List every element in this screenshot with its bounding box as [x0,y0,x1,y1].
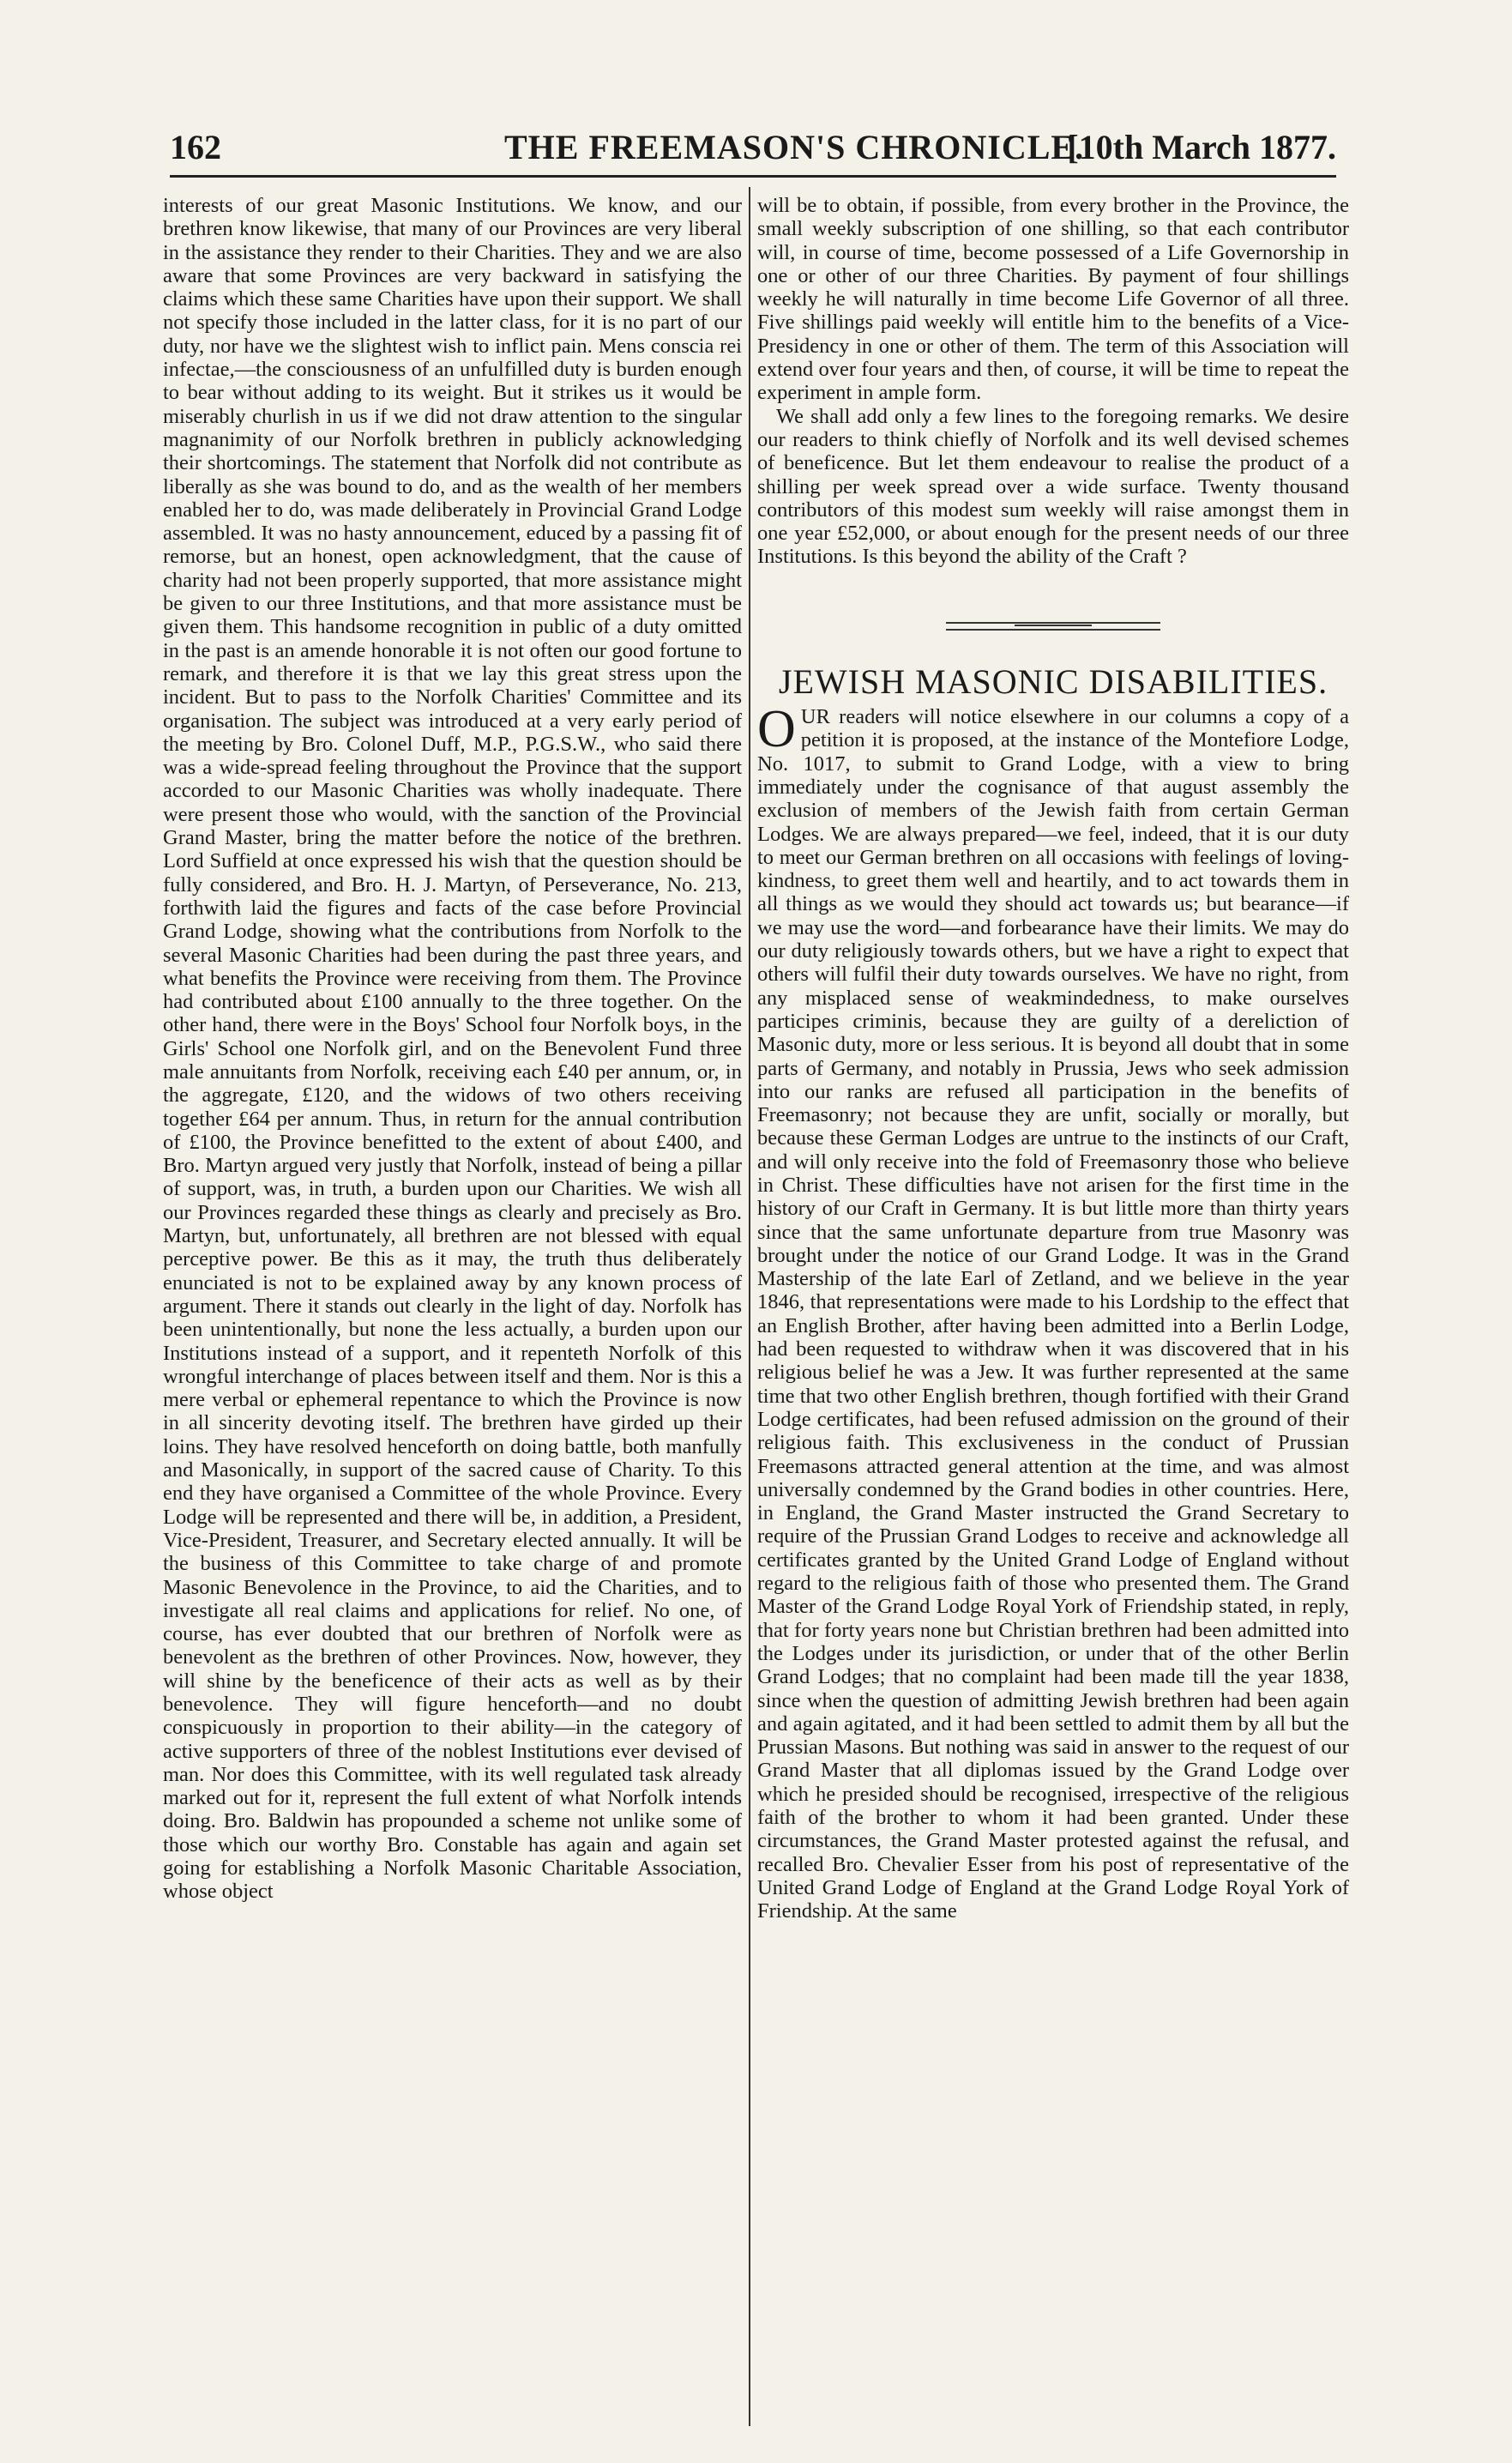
article-paragraph [757,700,1349,1923]
drop-cap: O [757,700,796,759]
right-column-paragraph: We shall add only a few lines to the foregoing remarks. We desire our readers to think chiefly of Norfolk and its well devised schemes of beneficence. But let them endeavour to realise the product of a shilling per week spread over a wide surface. Twenty thousand contributors of this modest sum weekly will raise amongst them in one year £52,000, or about enough for the present needs of our three Institutions. Is this beyond the ability of the Craft ? [757,404,1349,569]
left-column-paragraph: interests of our great Masonic Institutions. We know, and our brethren know likewise, that many of our Provinces are very liberal in the assistance they render to their Charities. They and we are also aware that some Provinces are very backward in satisfying the claims which these same Charities have upon their support. We shall not specify those included in the latter class, for it is no part of our duty, nor have we the slightest wish to inflict pain. Mens conscia rei infectae,—the consciousness of an unfulfilled duty is burden enough to bear without adding to its weight. But it strikes us it would be miserably churlish in us if we did not draw attention to the singular magnanimity of our Norfolk brethren in publicly acknowledging their shortcomings. The statement that Norfolk did not contribute as liberally as she was bound to do, and as the wealth of her members enabled her to do, was made deliberately in Provincial Grand Lodge assembled. It was no hasty announcement, educed by a passing fit of remorse, but an honest, open acknowledgment, that the cause of charity had not been properly supported, that more assistance might be given to our three Institutions, and that more assistance must be given them. This handsome recognition in public of a duty omitted in the past is an amende honorable it is not often our good fortune to remark, and therefore it is that we lay this great stress upon the incident. But to pass to the Norfolk Charities' Committee and its organisation. The subject was introduced at a very early period of the meeting by Bro. Colonel Duff, M.P., P.G.S.W., who said there was a wide-spread feeling throughout the Province that the support accorded to our Masonic Charities was wholly inadequate. There were present those who would, with the sanction of the Provincial Grand Master, bring the matter before the notice of the brethren. Lord Suffield at once expressed his wish that the question should be fully considered, and Bro. H. J. Martyn, of Perseverance, No. 213, forthwith laid the figures and facts of the case before Provincial Grand Lodge, showing what the contributions from Norfolk to the several Masonic Charities had been during the past three years, and what benefits the Province were receiving from them. The Province had contributed about £100 annually to the three together. On the other hand, there were in the Boys' School four Norfolk boys, in the Girls' School one Norfolk girl, and on the Benevolent Fund three male annuitants from Norfolk, receiving each £40 per annum, or, in the aggregate, £120, and the widows of two others receiving together £64 per annum. Thus, in return for the annual contribution of £100, the Province benefitted to the extent of about £400, and Bro. Martyn argued very justly that Norfolk, instead of being a pillar of support, was, in truth, a burden upon our Charities. We wish all our Provinces regarded these things as clearly and precisely as Bro. Martyn, but, unfortunately, all brethren are not blessed with equal perceptive power. Be this as it may, the truth thus deliberately enunciated is not to be explained away by any known process of argument. There it stands out clearly in the light of day. Norfolk has been unintentionally, but none the less actually, a burden upon our Institutions instead of a support, and it repenteth Norfolk of this wrongful interchange of places between itself and them. Nor is this a mere verbal or ephemeral repentance to which the Province is now in all sincerity devoting itself. The brethren have girded up their loins. They have resolved henceforth on doing battle, both manfully and Masonically, in support of the sacred cause of Charity. To this end they have organised a Committee of the whole Province. Every Lodge will be represented and there will be, in addition, a President, Vice-President, Treasurer, and Secretary elected annually. It will be the business of this Committee to take charge of and promote Masonic Benevolence in the Province, to aid the Charities, and to investigate all real claims and applications for relief. No one, of course, has ever doubted that our brethren of Norfolk were as benevolent as the brethren of other Provinces. Now, however, they will shine by the beneficence of their acts as well as by their benevolence. They will figure henceforth—and no doubt conspicuously in proportion to their ability—in the category of active supporters of three of the noblest Institutions ever devised of man. Nor does this Committee, with its well regulated task already marked out for it, represent the full extent of what Norfolk intends doing. Bro. Baldwin has propounded a scheme not unlike some of those which our worthy Bro. Constable has again and again set going for establishing a Norfolk Masonic Charitable Association, whose object [163,194,742,1904]
right-column [757,194,1349,1923]
publication-title: THE FREEMASON'S CHRONICLE. [504,128,1085,166]
page-number: 162 [170,128,221,166]
article-body-text: UR readers will notice elsewhere in our columns a copy of a petition it is proposed, at the instance of the Montefiore Lodge, No. 1017, to submit to Grand Lodge, with a view to bring immediately under the cognisance of that august assembly the exclusion of members of the Jewish faith from certain German Lodges. We are always prepared—we feel, indeed, that it is our duty to meet our German brethren on all occasions with feelings of loving-kindness, to greet them well and heartily, and to act towards them in all things as we would they should act towards us; but bearance—if we may use the word—and forbearance have their limits. We may do our duty religiously towards others, but we have a right to expect that others will fulfil their duty towards ourselves. We have no right, from any misplaced sense of weakmindedness, to make ourselves participes criminis, because they are guilty of a dereliction of Masonic duty, more or less serious. It is beyond all doubt that in some parts of Germany, and notably in Prussia, Jews who seek admission into our ranks are refused all participation in the benefits of Freemasonry; not because they are unfit, socially or morally, but because these German Lodges are untrue to the instincts of our Craft, and will only receive into the fold of Freemasonry those who believe in Christ. These difficulties have not arisen for the first time in the history of our Craft in Germany. It is but little more than thirty years since that the same unfortunate departure from true Masonry was brought under the notice of our Grand Lodge. It was in the Grand Mastership of the late Earl of Zetland, and we believe in the year 1846, that representations were made to his Lordship to the effect that an English Brother, after having been admitted into a Berlin Lodge, had been requested to withdraw when it was discovered that in his religious belief he was a Jew. It was further represented at the same time that two other English brethren, though fortified with their Grand Lodge certificates, had been refused admission on the ground of their religious faith. This exclusiveness in the conduct of Prussian Freemasons attracted general attention at the time, and was almost universally condemned by the Grand bodies in other countries. Here, in England, the Grand Master instructed the Grand Secretary to require of the Prussian Grand Lodges to receive and acknowledge all certificates granted by the United Grand Lodge of England without regard to the religious faith of those who presented them. The Grand Master of the Grand Lodge Royal York of Friendship stated, in reply, that for forty years none but Christian brethren had been admitted into the Lodges under its jurisdiction, or under that of the other Berlin Grand Lodges; that no complaint had been made till the year 1838, since when the question of admitting Jewish brethren had been again and again agitated, and it had been settled to admit them by all but the Prussian Masons. But nothing was said in answer to the request of our Grand Master that all diplomas issued by the Grand Lodge over which he presided should be recognised, irrespective of the religious faith of the brother to whom it had been granted. Under these circumstances, the Grand Master protested against the refusal, and recalled Bro. Chevalier Esser from his post of representative of the United Grand Lodge of England at the Grand Lodge Royal York of Friendship. At the same [757,705,1349,1923]
issue-date: [10th March 1877. [1067,128,1336,166]
left-column [163,194,742,1904]
section-divider [946,622,1160,631]
right-column-paragraph: will be to obtain, if possible, from every brother in the Province, the small weekly subscription of one shilling, so that each contributor will, in course of time, become possessed of a Life Governorship in one or other of our three Charities. By payment of four shillings weekly he will naturally in time become Life Governor of all three. Five shillings paid weekly will entitle him to the benefits of a Vice-Presidency in one or other of them. The term of this Association will extend over four years and then, of course, it will be time to repeat the experiment in ample form. [757,194,1349,405]
page-header [170,122,1336,178]
column-divider [749,187,750,2426]
article-heading: JEWISH MASONIC DISABILITIES. [778,661,1328,701]
